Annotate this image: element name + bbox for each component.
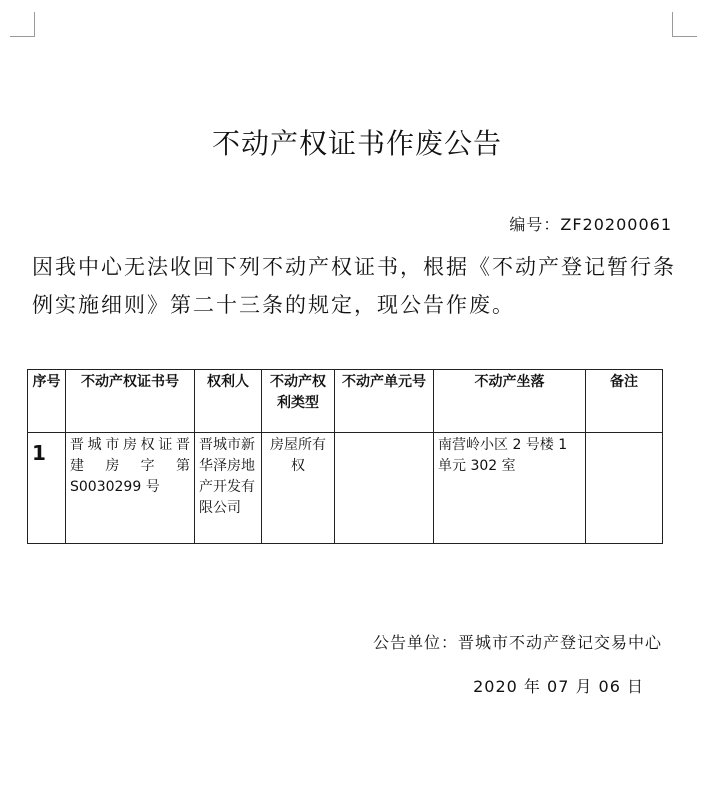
cert-no-line-1: 晋城市房权证晋 <box>70 437 190 453</box>
header-unit-no: 不动产单元号 <box>335 370 434 433</box>
issuer <box>373 630 662 653</box>
cell-right-type: 房屋所有权 <box>262 433 335 544</box>
cert-no-line-2: 建 房 字 第 <box>70 458 190 474</box>
header-right-type: 不动产权利类型 <box>262 370 335 433</box>
table-header-row <box>28 370 663 433</box>
header-owner: 权利人 <box>195 370 262 433</box>
issuer-label: 公告单位： <box>372 633 458 652</box>
document-number-label: 编号： <box>509 215 561 234</box>
header-location: 不动产坐落 <box>434 370 586 433</box>
announcement-body: 因我中心无法收回下列不动产权证书，根据《不动产登记暂行条例实施细则》第二十三条的规定，现公告作废。 <box>32 255 676 317</box>
cell-owner: 晋城市新华泽房地产开发有限公司 <box>195 433 262 544</box>
cell-seq: 1 <box>28 433 66 544</box>
issuer-value: 晋城市不动产登记交易中心 <box>457 633 662 652</box>
header-cert-no: 不动产权证书号 <box>66 370 195 433</box>
cell-unit-no <box>335 433 434 544</box>
page-corner-mark-top-right <box>672 12 697 37</box>
header-seq: 序号 <box>28 370 66 433</box>
header-remark: 备注 <box>586 370 663 433</box>
document-title: 不动产权证书作废公告 <box>211 127 502 160</box>
page-corner-mark-top-left <box>10 12 35 37</box>
cert-no-line-3: S0030299 号 <box>70 479 160 495</box>
certificate-table <box>27 369 663 544</box>
cell-cert-no <box>66 433 195 544</box>
table-row <box>28 433 663 544</box>
cell-location: 南营岭小区 2 号楼 1 单元 302 室 <box>434 433 586 544</box>
cell-remark <box>586 433 663 544</box>
announcement-date: 2020 年 07 月 06 日 <box>473 677 644 696</box>
document-number <box>509 212 672 235</box>
document-number-value: ZF20200061 <box>560 215 672 234</box>
